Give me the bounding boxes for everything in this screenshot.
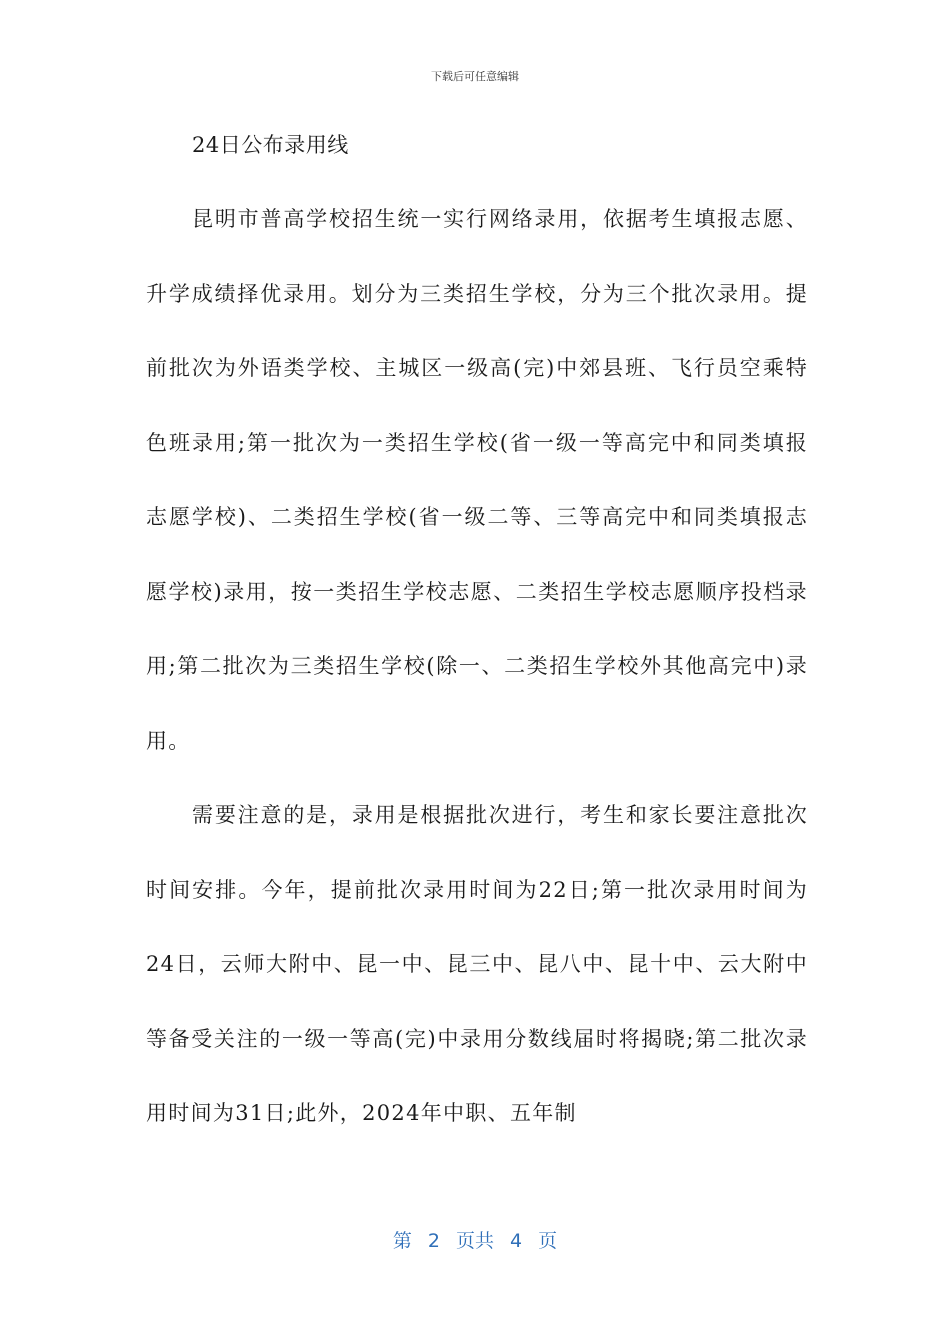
header-note: 下载后可任意编辑 [431, 70, 519, 83]
page-footer [0, 1226, 950, 1253]
page-label-suffix: 页 [538, 1230, 558, 1252]
page-label-prefix: 第 [392, 1230, 412, 1252]
document-body [146, 126, 808, 1151]
paragraph: 昆明市普高学校招生统一实行网络录用，依据考生填报志愿、升学成绩择优录用。划分为三类招生学校，分为三个批次录用。提前批次为外语类学校、主城区一级高(完)中郊县班、飞行员空乘特色班录用;第一批次为一类招生学校(省一级一等高完中和同类填报志愿学校)、二类招生学校(省一级二等、三等高完中和同类填报志愿学校)录用，按一类招生学校志愿、二类招生学校志愿顺序投档录用;第二批次为三类招生学校(除一、二类招生学校外其他高完中)录用。 [146, 207, 808, 753]
section-heading: 24日公布录用线 [192, 133, 349, 157]
paragraph: 需要注意的是，录用是根据批次进行，考生和家长要注意批次时间安排。今年，提前批次录用时间为22日;第一批次录用时间为24日，云师大附中、昆一中、昆三中、昆八中、昆十中、云大附中等备受关注的一级一等高(完)中录用分数线届时将揭晓;第二批次录用时间为31日;此外，2024年中职、五年制 [146, 803, 808, 1125]
page-label-mid: 页共 [455, 1230, 494, 1252]
total-pages-number: 4 [510, 1230, 523, 1252]
current-page-number: 2 [427, 1230, 440, 1252]
